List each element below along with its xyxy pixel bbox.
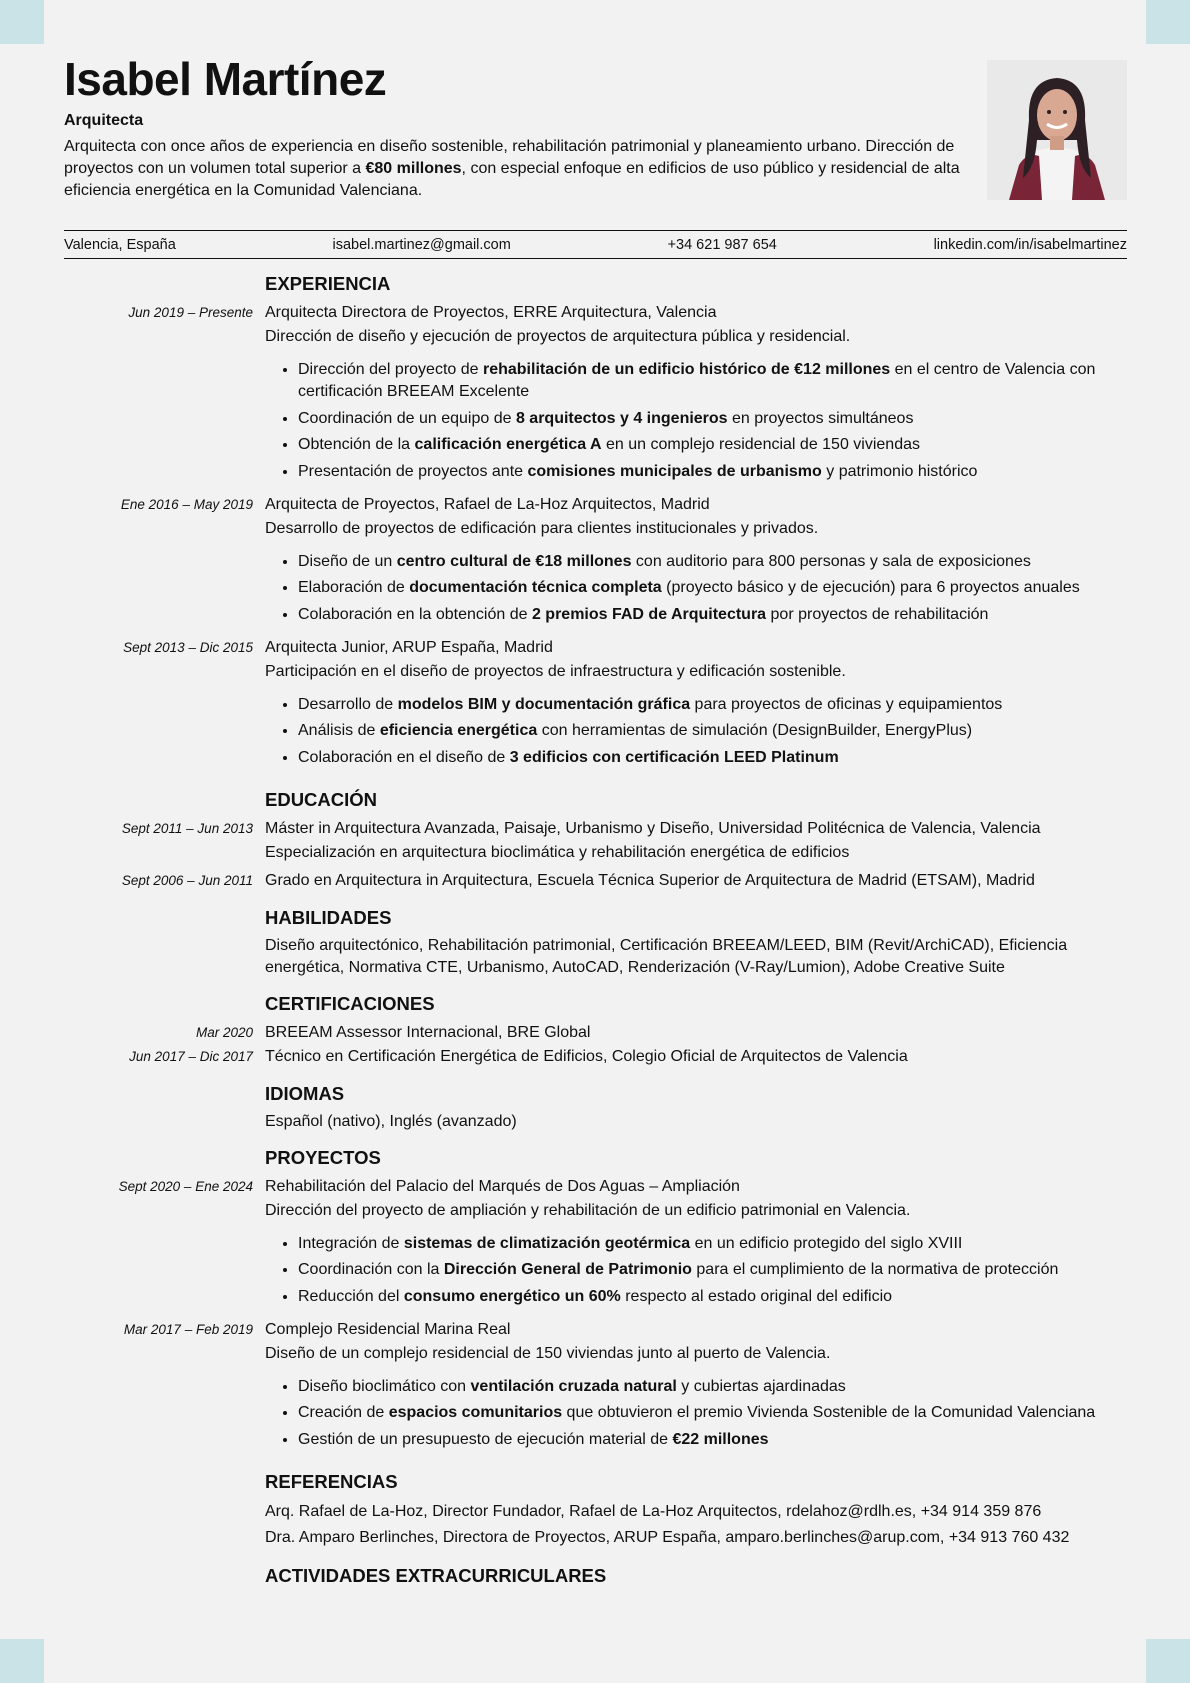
entry-dates: Jun 2019 – Presente xyxy=(128,305,253,320)
achievement-list xyxy=(265,694,1127,769)
entry-description: Dirección de diseño y ejecución de proyectos de arquitectura pública y residencial. xyxy=(265,328,851,345)
education-entry xyxy=(64,817,1127,865)
section-title-projects: PROYECTOS xyxy=(265,1146,381,1168)
achievement-list xyxy=(265,1376,1127,1451)
summary-highlight: €80 millones xyxy=(365,160,462,177)
corner-decoration xyxy=(1146,1639,1190,1683)
section-title-activities: ACTIVIDADES EXTRACURRICULARES xyxy=(265,1564,607,1586)
entry-title: Grado en Arquitectura in Arquitectura, Escuela Técnica Superior de Arquitectura de Madrid (ETSAM), Madrid xyxy=(265,871,1035,889)
achievement-list xyxy=(265,551,1127,626)
summary-text: , con especial enfoque en edificios de uso público y residencial de alta eficiencia energética en la Comunidad Valenciana. xyxy=(64,160,960,199)
list-item: • Reducción del consumo energético un 60% respecto al estado original del edificio xyxy=(298,1286,1127,1308)
entry-description: Diseño de un complejo residencial de 150 viviendas junto al puerto de Valencia. xyxy=(265,1344,831,1362)
project-entry xyxy=(64,1318,1127,1457)
profile-photo xyxy=(987,60,1127,200)
certification-entry xyxy=(64,1045,1127,1069)
candidate-role: Arquitecta xyxy=(64,112,144,129)
list-item: • Análisis de eficiencia energética con herramientas de simulación (DesignBuilder, EnergyPlus) xyxy=(298,720,1127,742)
contact-location: Valencia, España xyxy=(64,236,176,253)
section-title-experience: EXPERIENCIA xyxy=(265,273,391,294)
portrait-image xyxy=(987,60,1127,200)
entry-description: Especialización en arquitectura bioclimática y rehabilitación energética de edificios xyxy=(265,843,850,861)
education-entry xyxy=(64,869,1127,893)
project-entry xyxy=(64,1175,1127,1314)
reference-item: Arq. Rafael de La-Hoz, Director Fundador, Rafael de La-Hoz Arquitectos, rdelahoz@rdlh.es, +34 914 359 876 xyxy=(265,1502,1042,1520)
entry-description: Participación en el diseño de proyectos de infraestructura y edificación sostenible. xyxy=(265,662,846,680)
section-title-languages: IDIOMAS xyxy=(265,1082,345,1104)
list-item: • Coordinación con la Dirección General de Patrimonio para el cumplimiento de la normativa de protección xyxy=(298,1259,1127,1281)
list-item: • Presentación de proyectos ante comisiones municipales de urbanismo y patrimonio histórico xyxy=(298,461,1127,483)
certification-entry xyxy=(64,1021,1127,1045)
entry-dates: Jun 2017 – Dic 2017 xyxy=(129,1048,253,1064)
list-item: • Diseño bioclimático con ventilación cruzada natural y cubiertas ajardinadas xyxy=(298,1376,1127,1398)
resume-page xyxy=(64,52,1127,1593)
entry-dates: Sept 2020 – Ene 2024 xyxy=(118,1178,253,1194)
entry-title: Arquitecta de Proyectos, Rafael de La-Hoz Arquitectos, Madrid xyxy=(265,495,710,513)
list-item: • Integración de sistemas de climatización geotérmica en un edificio protegido del siglo XVIII xyxy=(298,1233,1127,1255)
section-title-skills: HABILIDADES xyxy=(265,906,392,928)
list-item: • Diseño de un centro cultural de €18 millones con auditorio para 800 personas y sala de exposiciones xyxy=(298,551,1127,573)
skills-list: Diseño arquitectónico, Rehabilitación patrimonial, Certificación BREEAM/LEED, BIM (Revit/ArchiCAD), Eficiencia energética, Normativa CTE, Urbanismo, AutoCAD, Renderización (V-Ray/Lumion), Adobe Creative Suite xyxy=(265,936,1068,976)
list-item: • Dirección del proyecto de rehabilitación de un edificio histórico de €12 millones en el centro de Valencia con certificación BREEAM Excelente xyxy=(298,359,1127,403)
list-item: • Elaboración de documentación técnica completa (proyecto básico y de ejecución) para 6 proyectos anuales xyxy=(298,577,1127,599)
section-title-certifications: CERTIFICACIONES xyxy=(265,992,435,1014)
contact-email[interactable]: isabel.martinez@gmail.com xyxy=(332,236,511,253)
list-item: • Desarrollo de modelos BIM y documentación gráfica para proyectos de oficinas y equipamientos xyxy=(298,694,1127,716)
entry-dates: Sept 2013 – Dic 2015 xyxy=(123,639,253,655)
entry-description: Desarrollo de proyectos de edificación para clientes institucionales y privados. xyxy=(265,519,819,537)
contact-bar xyxy=(64,230,1127,259)
entry-dates: Ene 2016 – May 2019 xyxy=(120,496,253,512)
list-item: • Colaboración en el diseño de 3 edificios con certificación LEED Platinum xyxy=(298,747,1127,769)
list-item: • Gestión de un presupuesto de ejecución material de €22 millones xyxy=(298,1429,1127,1451)
languages-list: Español (nativo), Inglés (avanzado) xyxy=(265,1112,517,1130)
entry-dates: Sept 2006 – Jun 2011 xyxy=(121,872,253,888)
resume-header xyxy=(64,53,1127,228)
entry-title: Arquitecta Directora de Proyectos, ERRE Arquitectura, Valencia xyxy=(265,304,717,321)
entry-description: Dirección del proyecto de ampliación y rehabilitación de un edificio patrimonial en Valencia. xyxy=(265,1201,911,1219)
experience-entry xyxy=(64,636,1127,775)
section-title-education: EDUCACIÓN xyxy=(265,788,378,810)
profile-summary xyxy=(64,136,964,202)
entry-dates: Mar 2017 – Feb 2019 xyxy=(123,1321,253,1337)
experience-entry xyxy=(64,493,1127,632)
corner-decoration xyxy=(0,1639,44,1683)
list-item: • Obtención de la calificación energética A en un complejo residencial de 150 viviendas xyxy=(298,434,1127,456)
list-item: • Colaboración en la obtención de 2 premios FAD de Arquitectura por proyectos de rehabilitación xyxy=(298,604,1127,626)
entry-title: Máster in Arquitectura Avanzada, Paisaje, Urbanismo y Diseño, Universidad Politécnica de Valencia, Valencia xyxy=(265,819,1041,837)
entry-title: Complejo Residencial Marina Real xyxy=(265,1320,511,1338)
entry-title: Arquitecta Junior, ARUP España, Madrid xyxy=(265,638,553,656)
achievement-list xyxy=(265,1233,1127,1308)
summary-text: Arquitecta con once años de experiencia en diseño sostenible, rehabilitación patrimonial y planeamiento urbano. Dirección de proyectos con un volumen total superior a xyxy=(64,138,955,177)
contact-phone[interactable]: +34 621 987 654 xyxy=(667,236,777,253)
reference-item: Dra. Amparo Berlinches, Directora de Proyectos, ARUP España, amparo.berlinches@arup.com, +34 913 760 432 xyxy=(265,1528,1070,1546)
entry-dates: Sept 2011 – Jun 2013 xyxy=(121,820,253,836)
section-title-references: REFERENCIAS xyxy=(265,1470,398,1492)
entry-dates: Mar 2020 xyxy=(195,1024,253,1040)
contact-linkedin[interactable]: linkedin.com/in/isabelmartinez xyxy=(933,236,1127,253)
achievement-list xyxy=(265,359,1127,483)
entry-title: Técnico en Certificación Energética de Edificios, Colegio Oficial de Arquitectos de Valencia xyxy=(265,1047,908,1065)
candidate-name: Isabel Martínez xyxy=(64,53,387,105)
corner-decoration xyxy=(1146,0,1190,44)
entry-title: Rehabilitación del Palacio del Marqués de Dos Aguas – Ampliación xyxy=(265,1177,740,1195)
entry-title: BREEAM Assessor Internacional, BRE Global xyxy=(265,1023,591,1041)
list-item: • Creación de espacios comunitarios que obtuvieron el premio Vivienda Sostenible de la Comunidad Valenciana xyxy=(298,1402,1127,1424)
experience-entry xyxy=(64,301,1127,489)
corner-decoration xyxy=(0,0,44,44)
list-item: • Coordinación de un equipo de 8 arquitectos y 4 ingenieros en proyectos simultáneos xyxy=(298,408,1127,430)
